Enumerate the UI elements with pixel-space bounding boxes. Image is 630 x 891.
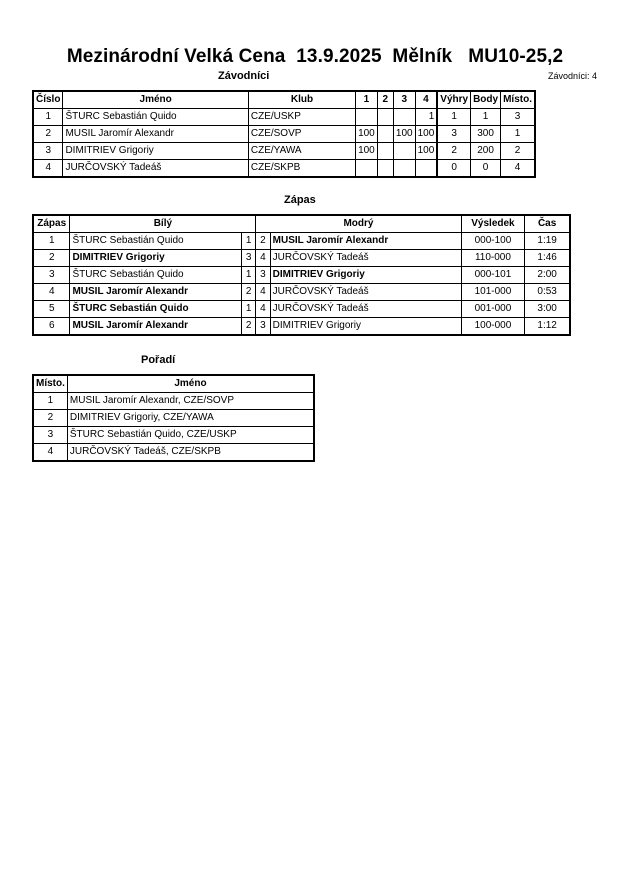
match-time: 1:46 (525, 250, 570, 267)
col-header-name: Jméno (63, 91, 248, 109)
match-white-name: ŠTURC Sebastián Quido (70, 301, 241, 318)
competitor-wins: 2 (437, 143, 470, 160)
match-time: 1:19 (525, 233, 570, 250)
competitor-round-4: 100 (415, 126, 437, 143)
competitor-round-3 (393, 143, 415, 160)
col-header-time: Čas (525, 215, 570, 233)
match-time: 1:12 (525, 318, 570, 336)
competitor-number: 4 (33, 160, 63, 178)
competitor-round-1: 100 (356, 143, 378, 160)
ranking-name: MUSIL Jaromír Alexandr, CZE/SOVP (67, 393, 314, 410)
match-white-number: 2 (241, 318, 255, 336)
ranking-place: 1 (33, 393, 67, 410)
competitor-club: CZE/USKP (248, 109, 355, 126)
competitor-name: DIMITRIEV Grigoriy (63, 143, 248, 160)
competitor-round-2 (377, 143, 393, 160)
match-row (33, 301, 570, 318)
competitors-count: Závodníci: 4 (547, 71, 597, 81)
match-number: 3 (33, 267, 70, 284)
match-blue-name: DIMITRIEV Grigoriy (270, 318, 461, 336)
competitor-points: 200 (471, 143, 501, 160)
col-header-blue: Modrý (256, 215, 461, 233)
match-white-name: ŠTURC Sebastián Quido (70, 233, 241, 250)
match-white-number: 1 (241, 301, 255, 318)
col-header-points: Body (471, 91, 501, 109)
competitor-name: MUSIL Jaromír Alexandr (63, 126, 248, 143)
competitor-points: 0 (471, 160, 501, 178)
match-blue-number: 4 (256, 250, 270, 267)
match-time: 2:00 (525, 267, 570, 284)
competitor-club: CZE/SOVP (248, 126, 355, 143)
competitor-name: JURČOVSKÝ Tadeáš (63, 160, 248, 178)
match-number: 1 (33, 233, 70, 250)
competitor-place: 2 (501, 143, 535, 160)
match-blue-number: 3 (256, 267, 270, 284)
ranking-row (33, 427, 314, 444)
col-header-place: Místo. (501, 91, 535, 109)
match-number: 4 (33, 284, 70, 301)
col-header-round-1: 1 (356, 91, 378, 109)
page-title: Mezinárodní Velká Cena 13.9.2025 Mělník MU10-25,2 (66, 46, 564, 67)
competitor-round-3 (393, 160, 415, 178)
match-white-number: 1 (241, 267, 255, 284)
competitor-row (33, 126, 535, 143)
match-row (33, 233, 570, 250)
match-time: 3:00 (525, 301, 570, 318)
match-number: 2 (33, 250, 70, 267)
competitor-points: 1 (471, 109, 501, 126)
competitor-round-4 (415, 160, 437, 178)
match-number: 5 (33, 301, 70, 318)
competitor-points: 300 (471, 126, 501, 143)
competitor-club: CZE/YAWA (248, 143, 355, 160)
ranking-row (33, 393, 314, 410)
competitor-round-4: 100 (415, 143, 437, 160)
match-row (33, 318, 570, 336)
col-header-name: Jméno (67, 375, 314, 393)
competitor-row (33, 109, 535, 126)
match-white-number: 3 (241, 250, 255, 267)
competitor-row (33, 143, 535, 160)
match-white-name: MUSIL Jaromír Alexandr (70, 284, 241, 301)
match-blue-number: 4 (256, 284, 270, 301)
competitor-wins: 1 (437, 109, 470, 126)
match-blue-name: JURČOVSKÝ Tadeáš (270, 284, 461, 301)
ranking-row (33, 410, 314, 427)
match-row (33, 267, 570, 284)
match-white-number: 2 (241, 284, 255, 301)
competitor-row (33, 160, 535, 178)
competitor-round-1: 100 (356, 126, 378, 143)
competitor-round-4: 1 (415, 109, 437, 126)
competitors-heading: Závodníci (218, 70, 270, 82)
competitor-round-1 (356, 160, 378, 178)
matches-header-row (33, 215, 570, 233)
col-header-number: Číslo (33, 91, 63, 109)
matches-table (32, 214, 571, 336)
match-number: 6 (33, 318, 70, 336)
competitor-name: ŠTURC Sebastián Quido (63, 109, 248, 126)
ranking-row (33, 444, 314, 462)
match-result: 100-000 (461, 318, 525, 336)
col-header-club: Klub (248, 91, 355, 109)
competitor-place: 3 (501, 109, 535, 126)
competitor-number: 3 (33, 143, 63, 160)
competitor-round-2 (377, 160, 393, 178)
match-result: 110-000 (461, 250, 525, 267)
match-blue-number: 2 (256, 233, 270, 250)
match-blue-name: JURČOVSKÝ Tadeáš (270, 301, 461, 318)
ranking-name: JURČOVSKÝ Tadeáš, CZE/SKPB (67, 444, 314, 462)
ranking-place: 2 (33, 410, 67, 427)
match-result: 101-000 (461, 284, 525, 301)
match-time: 0:53 (525, 284, 570, 301)
competitor-club: CZE/SKPB (248, 160, 355, 178)
col-header-place: Místo. (33, 375, 67, 393)
col-header-white: Bílý (70, 215, 256, 233)
col-header-wins: Výhry (437, 91, 470, 109)
ranking-place: 3 (33, 427, 67, 444)
ranking-header-row (33, 375, 314, 393)
match-white-name: MUSIL Jaromír Alexandr (70, 318, 241, 336)
match-row (33, 284, 570, 301)
match-white-number: 1 (241, 233, 255, 250)
match-blue-name: JURČOVSKÝ Tadeáš (270, 250, 461, 267)
ranking-name: DIMITRIEV Grigoriy, CZE/YAWA (67, 410, 314, 427)
col-header-round-4: 4 (415, 91, 437, 109)
ranking-name: ŠTURC Sebastián Quido, CZE/USKP (67, 427, 314, 444)
ranking-place: 4 (33, 444, 67, 462)
col-header-round-2: 2 (377, 91, 393, 109)
match-result: 000-100 (461, 233, 525, 250)
competitors-header-row (33, 91, 535, 109)
match-white-name: ŠTURC Sebastián Quido (70, 267, 241, 284)
competitor-round-3 (393, 109, 415, 126)
competitor-wins: 0 (437, 160, 470, 178)
competitor-number: 2 (33, 126, 63, 143)
competitor-round-2 (377, 109, 393, 126)
match-result: 000-101 (461, 267, 525, 284)
competitor-round-1 (356, 109, 378, 126)
match-blue-name: DIMITRIEV Grigoriy (270, 267, 461, 284)
competitor-round-2 (377, 126, 393, 143)
match-white-name: DIMITRIEV Grigoriy (70, 250, 241, 267)
col-header-match: Zápas (33, 215, 70, 233)
match-blue-name: MUSIL Jaromír Alexandr (270, 233, 461, 250)
matches-heading: Zápas (284, 194, 316, 206)
match-blue-number: 4 (256, 301, 270, 318)
col-header-result: Výsledek (461, 215, 525, 233)
match-blue-number: 3 (256, 318, 270, 336)
col-header-round-3: 3 (393, 91, 415, 109)
match-row (33, 250, 570, 267)
competitor-number: 1 (33, 109, 63, 126)
match-result: 001-000 (461, 301, 525, 318)
ranking-table (32, 374, 315, 462)
competitors-table (32, 90, 536, 178)
competitor-round-3: 100 (393, 126, 415, 143)
competitor-place: 4 (501, 160, 535, 178)
competitor-wins: 3 (437, 126, 470, 143)
ranking-heading: Pořadí (141, 354, 176, 366)
competitor-place: 1 (501, 126, 535, 143)
